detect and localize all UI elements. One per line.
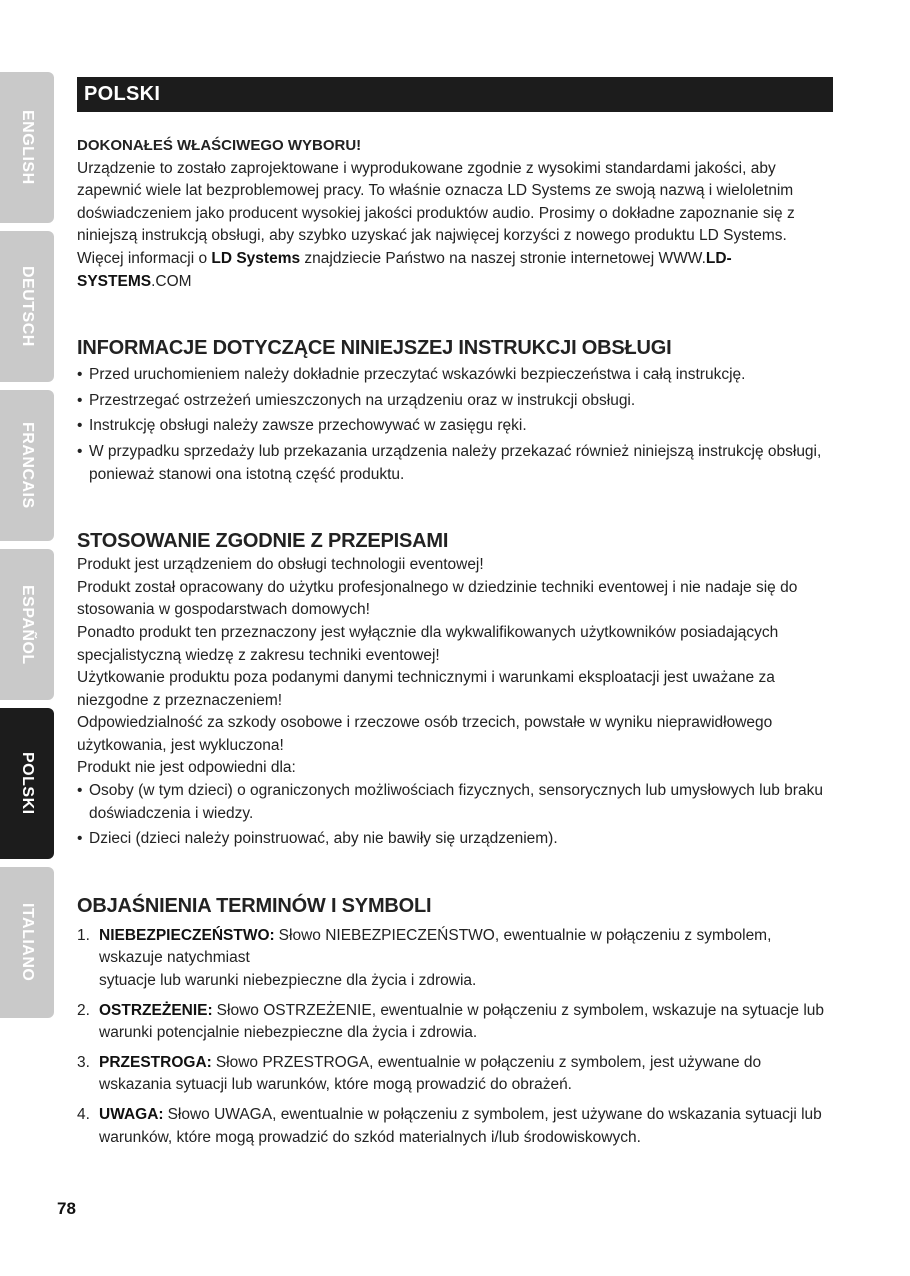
use-paragraph: Odpowiedzialność za szkody osobowe i rzeczowe osób trzecich, powstałe w wyniku nieprawidłowego użytkowania, jest wykluczona! — [77, 714, 773, 754]
use-paragraph: Użytkowanie produktu poza podanymi danymi technicznymi i warunkami eksploatacji jest uważane za niezgodne z przeznaczeniem! — [77, 669, 775, 709]
term-label: UWAGA: — [99, 1106, 164, 1123]
intro-title: DOKONAŁEŚ WŁAŚCIWEGO WYBORU! — [77, 137, 362, 154]
intro-url-bold: LD-SYSTEMS — [77, 249, 732, 290]
language-header-bar — [77, 77, 833, 112]
page-content — [77, 77, 833, 1156]
list-item: • W przypadku sprzedaży lub przekazania urządzenia należy przekazać również niniejszą instrukcję obsługi, ponieważ stanowi ona istotną część produktu. — [77, 441, 833, 486]
term-number: 4. — [77, 1106, 90, 1123]
intro-text-after: znajdziecie Państwo na naszej stronie internetowej WWW. — [300, 249, 706, 267]
term-label: NIEBEZPIECZEŃSTWO: — [99, 926, 275, 944]
terms-list — [77, 925, 833, 1149]
intro-paragraph — [77, 158, 833, 294]
side-tab-italiano[interactable] — [0, 867, 54, 1018]
term-item — [77, 1052, 833, 1097]
use-paragraph: Produkt został opracowany do użytku profesjonalnego w dziedzinie techniki eventowej i nie nadaje się do stosowania w gospodarstwach domowych! — [77, 578, 798, 619]
side-tab-label: DEUTSCH — [19, 266, 36, 347]
side-tab-deutsch[interactable] — [0, 231, 54, 382]
term-item — [77, 1000, 833, 1045]
page-number: 78 — [57, 1199, 76, 1218]
term-label: PRZESTROGA: — [99, 1053, 212, 1071]
side-tab-label: ESPAÑOL — [19, 584, 36, 665]
intro-url-suffix: .COM — [151, 272, 192, 290]
use-bullet-list — [77, 780, 833, 851]
term-item — [77, 925, 833, 993]
term-text: Słowo PRZESTROGA, ewentualnie w połączeniu z symbolem, jest używane do wskazania sytuacji lub warunków, które mogą prowadzić do obrażeń. — [99, 1053, 762, 1094]
side-tab-polski[interactable] — [0, 708, 54, 859]
term-text: Słowo NIEBEZPIECZEŃSTWO, ewentualnie w połączeniu z symbolem, wskazuje natychmiast — [99, 926, 772, 967]
section-title-terms: OBJAŚNIENIA TERMINÓW I SYMBOLI — [77, 894, 432, 917]
section-title-manual: INFORMACJE DOTYCZĄCE NINIEJSZEJ INSTRUKCJI OBSŁUGI — [77, 337, 672, 360]
term-number: 3. — [77, 1053, 90, 1071]
side-tab-label: ENGLISH — [19, 110, 36, 185]
section-title-use: STOSOWANIE ZGODNIE Z PRZEPISAMI — [77, 530, 449, 553]
side-tab-espanol[interactable] — [0, 549, 54, 700]
side-tab-label: FRANCAIS — [19, 422, 36, 509]
intro-brand: LD Systems — [211, 249, 301, 267]
list-item: • Instrukcję obsługi należy zawsze przechowywać w zasięgu ręki. — [77, 415, 833, 438]
list-item: • Przestrzegać ostrzeżeń umieszczonych na urządzeniu oraz w instrukcji obsługi. — [77, 390, 833, 413]
term-label: OSTRZEŻENIE: — [99, 1001, 213, 1019]
language-header-label: POLSKI — [84, 83, 161, 106]
term-text-continued: sytuacje lub warunki niebezpieczne dla życia i zdrowia. — [99, 972, 477, 990]
term-text: Słowo OSTRZEŻENIE, ewentualnie w połączeniu z symbolem, wskazuje na sytuacje lub warunki potencjalnie niebezpieczne dla życia i zdrowia. — [99, 1001, 825, 1042]
term-number: 1. — [77, 926, 90, 944]
side-tab-label: POLSKI — [19, 752, 36, 815]
side-tab-english[interactable] — [0, 72, 54, 223]
use-paragraph: Produkt jest urządzeniem do obsługi technologii eventowej! — [77, 556, 484, 574]
term-text: Słowo UWAGA, ewentualnie w połączeniu z symbolem, jest używane do wskazania sytuacji lub warunków, które mogą prowadzić do szkód materialnych i/lub środowiskowych. — [99, 1106, 822, 1146]
manual-bullet-list — [77, 364, 833, 486]
intro-text: Urządzenie to zostało zaprojektowane i wyprodukowane zgodnie z wysokimi standardami jakości, aby zapewnić wiele lat bezproblemowej pracy. To właśnie oznacza LD Systems ze swoją nazwą i wieloletnim doświadczeniem jako producent wysokiej jakości produktów audio. Prosimy o dokładne zapoznanie się z niniejszą instrukcją obsługi, aby szybko uzyskać jak najwięcej korzyści z nowego produktu LD Systems. Więcej informacji o — [77, 159, 795, 267]
term-number: 2. — [77, 1001, 90, 1019]
use-paragraph: Produkt nie jest odpowiedni dla: — [77, 759, 296, 777]
side-tab-label: ITALIANO — [19, 903, 36, 982]
list-item: • Osoby (w tym dzieci) o ograniczonych możliwościach fizycznych, sensorycznych lub umysłowych lub braku doświadczenia i wiedzy. — [77, 780, 833, 825]
term-item — [77, 1104, 833, 1149]
list-item: • Dzieci (dzieci należy poinstruować, aby nie bawiły się urządzeniem). — [77, 828, 833, 851]
list-item: • Przed uruchomieniem należy dokładnie przeczytać wskazówki bezpieczeństwa i całą instrukcję. — [77, 364, 833, 387]
use-paragraph: Ponadto produkt ten przeznaczony jest wyłącznie dla wykwalifikowanych użytkowników posiadających specjalistyczną wiedzę z zakresu techniki eventowej! — [77, 623, 779, 664]
side-tab-francais[interactable] — [0, 390, 54, 541]
